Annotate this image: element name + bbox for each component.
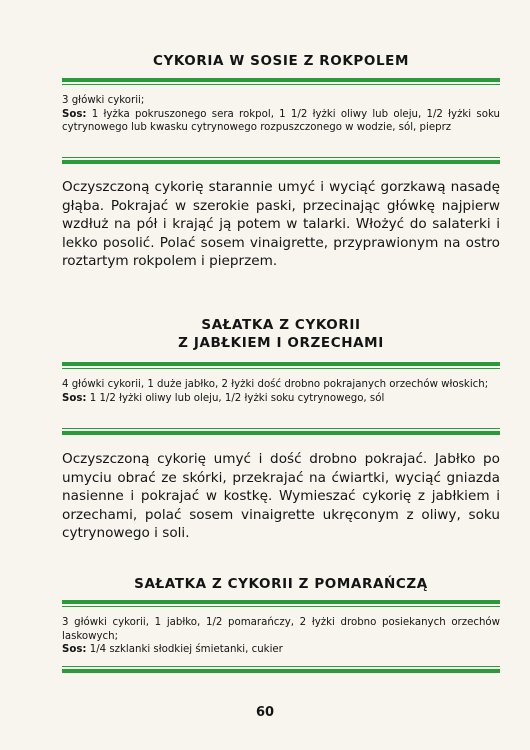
ingredients-list xyxy=(62,378,500,405)
ingredient-line: Sos: 1 1/2 łyżki oliwy lub oleju, 1/2 łyżki soku cytrynowego, sól xyxy=(62,392,385,404)
recipe-title xyxy=(62,316,500,352)
recipe-title-line: SAŁATKA Z CYKORII Z POMARAŃCZĄ xyxy=(134,576,428,592)
divider xyxy=(62,428,500,435)
recipe-title-line: Z JABŁKIEM I ORZECHAMI xyxy=(178,335,384,351)
divider xyxy=(62,78,500,85)
divider xyxy=(62,362,500,369)
ingredient-line: Sos: 1 łyżka pokruszonego sera rokpol, 1 1/2 łyżki oliwy lub oleju, 1/2 łyżki soku cytrynowego lub kwasku cytrynowego rozpuszczonego w wodzie, sól, pieprz xyxy=(62,108,500,133)
instructions: Oczyszczoną cykorię starannie umyć i wyciąć gorzkawą nasadę głąba. Pokrajać w szerokie paski, przecinając główkę najpierw wzdłuż na pół i krająć ją potem w talarki. Włożyć do salaterki i lekko posolić. Polać sosem vinaigrette, przyprawionym na ostro roztartym rokpolem i pieprzem. xyxy=(62,179,500,269)
sauce-label: Sos: xyxy=(62,108,87,120)
sauce-label: Sos: xyxy=(62,392,87,404)
ingredients-list xyxy=(62,94,500,135)
divider xyxy=(62,157,500,164)
ingredients-list xyxy=(62,616,500,657)
ingredient-line: 3 główki cykorii; xyxy=(62,95,145,106)
recipe-title-line: SAŁATKA Z CYKORII xyxy=(201,317,361,333)
instructions: Oczyszczoną cykorię umyć i dość drobno pokrajać. Jabłko po umyciu obrać ze skórki, przekrajać na ćwiartki, wyciąć gniazda nasienne i pokrajać w kostkę. Wymieszać cykorię z jabłkiem i orzechami, polać sosem vinaigrette ukręconym z oliwy, soku cytrynowego i soli. xyxy=(62,451,500,541)
ingredient-line: 4 główki cykorii, 1 duże jabłko, 2 łyżki dość drobno pokrajanych orzechów włoskich; xyxy=(62,379,489,390)
divider xyxy=(62,666,500,673)
ingredient-line: 3 główki cykorii, 1 jabłko, 1/2 pomarańczy, 2 łyżki drobno posiekanych orzechów laskowych; xyxy=(62,617,500,642)
recipe-title xyxy=(62,52,500,70)
recipe-title xyxy=(62,575,500,593)
page-number: 60 xyxy=(255,705,275,720)
divider xyxy=(62,600,500,607)
ingredient-line: Sos: 1/4 szklanki słodkiej śmietanki, cukier xyxy=(62,644,283,655)
sauce-label: Sos: xyxy=(62,644,87,655)
recipe-title-line: CYKORIA W SOSIE Z ROKPOLEM xyxy=(152,53,410,69)
